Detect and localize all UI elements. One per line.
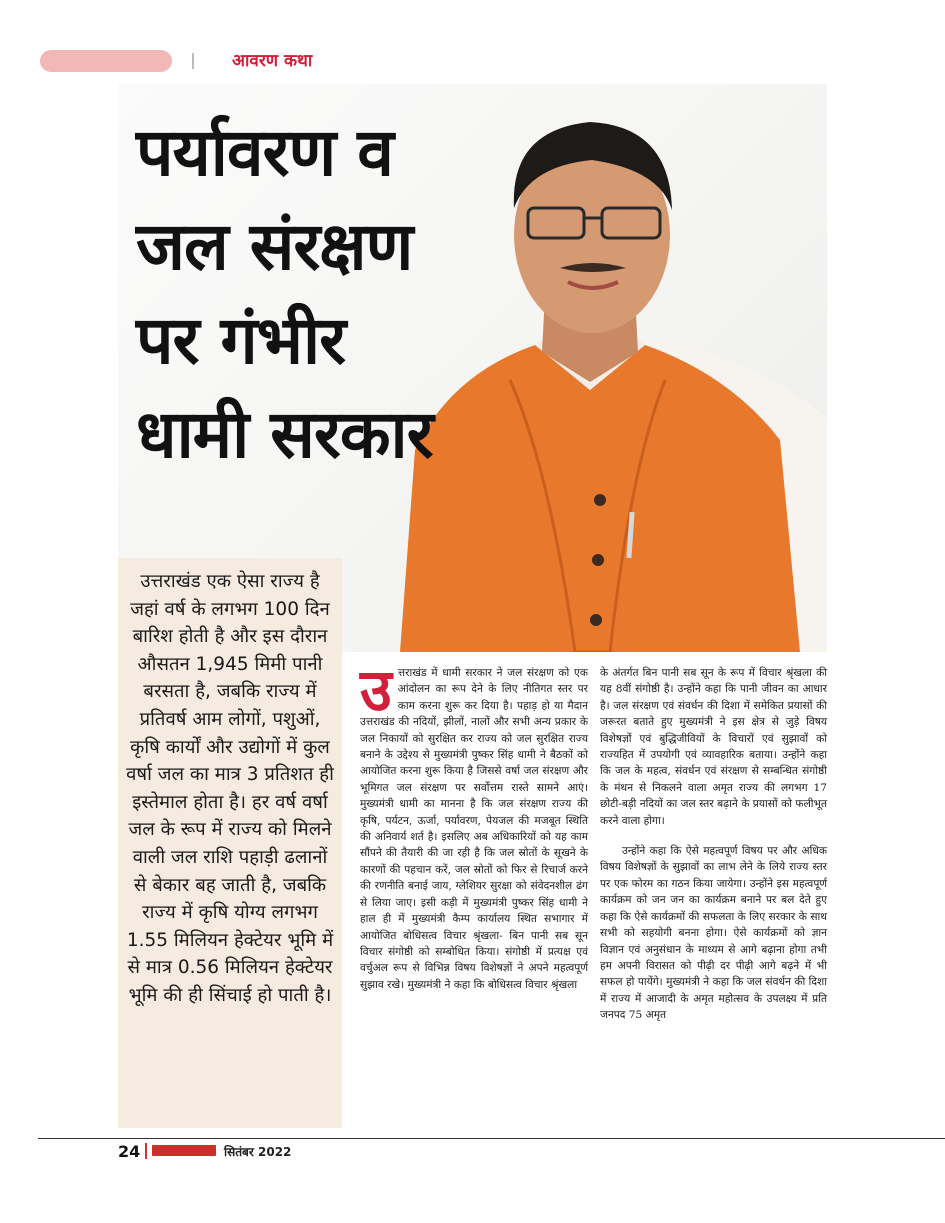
article-column-2 [600, 665, 827, 1024]
header-divider [192, 53, 194, 69]
article-paragraph: उन्होंने कहा कि ऐसे महत्वपूर्ण विषय पर और अधिक विषय विशेषज्ञों के सुझावों का लाभ लेने के लिये राज्य स्तर पर एक फोरम का गठन किया जायेगा। उन्होंने इस महत्वपूर्ण कार्यक्रम को जन जन का कार्यक्रम बनाने पर बल देते हुए कहा कि ऐसे कार्यक्रमों की सफलता के लिए सरकार के साथ सभी को सहयोगी बनना होगा। ऐसे कार्यक्रमों को ज्ञान विज्ञान एवं अनुसंधान के माध्यम से आगे बढ़ाना होगा तभी हम अपनी विरासत को पीढ़ी दर पीढ़ी आगे बढ़ने में भी सफल हो पायेंगे। मुख्यमंत्री ने कहा कि जल संवर्धन की दिशा में राज्य में आजादी के अमृत महोत्सव के उपलक्ष्य में प्रति जनपद 75 अमृत [600, 845, 827, 1022]
footer-rule [38, 1138, 945, 1139]
article-paragraph: त्तराखंड में धामी सरकार ने जल संरक्षण को एक आंदोलन का रूप देने के लिए नीतिगत स्तर पर काम करना शुरू कर दिया है। पहाड़ हो या मैदान उत्तराखंड की नदियों, झीलों, नालों और सभी अन्य प्रकार के जल निकायों को सुरक्षित कर राज्य को जल सुरक्षित राज्य बनाने के उद्देश्य से मुख्यमंत्री पुष्कर सिंह धामी ने बैठकों को आयोजित करना शुरू किया है जिससे वर्षा जल संरक्षण और भूमिगत जल संरक्षण पर सर्वोत्तम रास्ते सामने आएं। मुख्यमंत्री धामी का मानना है कि जल संरक्षण राज्य की कृषि, पर्यटन, ऊर्जा, पर्यावरण, पेयजल की मजबूत स्थिति की अनिवार्य शर्त है। इसलिए अब अधिकारियों को यह काम सौंपने की तैयारी की जा रही है कि जल स्रोतों के सूखने के कारणों की पहचान करें, जल स्रोतों को फिर से रिचार्ज करने की रणनीति बनाई जाय, ग्लेशियर सुरक्षा को संवेदनशील ढंग से लिया जाए। इसी कड़ी में मुख्यमंत्री पुष्कर सिंह धामी ने हाल ही में मुख्यमंत्री कैम्प कार्यालय स्थित सभागार में आयोजित बोधिसत्व विचार श्रृंखला- बिन पानी सब सून विचार संगोष्ठी को सम्बोधित किया। संगोष्ठी में प्रत्यक्ष एवं वर्चुअल रूप से विभिन्न विषय विशेषज्ञों ने अपने महत्वपूर्ण सुझाव रखे। मुख्यमंत्री ने कहा कि बोधिसत्व विचार श्रृंखला [360, 667, 588, 991]
section-label: आवरण कथा [232, 51, 313, 71]
header-decoration-pill [40, 50, 172, 72]
footer-divider [145, 1143, 147, 1159]
pull-quote-box [118, 558, 342, 1128]
article-paragraph: के अंतर्गत बिन पानी सब सून के रूप में विचार श्रृंखला की यह 8वीं संगोष्ठी है। उन्होंने कहा कि पानी जीवन का आधार है। जल संरक्षण एवं संवर्धन की दिशा में समेकित प्रयासों की जरूरत बताते हुए मुख्यमंत्री ने इस क्षेत्र से जुड़े विषय विशेषज्ञों एवं बुद्धिजीवियों के विचारों एवं सुझावों को राज्यहित में उपयोगी एवं व्यावहारिक बताया। उन्होंने कहा कि जल के महत्व, संवर्धन एवं संरक्षण से सम्बन्धित संगोष्ठी के मंथन से निकलने वाला अमृत राज्य की लगभग 17 छोटी-बड़ी नदियों का जल स्तर बढ़ाने के प्रयासों को फलीभूत करने वाला होगा। [600, 667, 827, 827]
magazine-logo [152, 1145, 216, 1156]
headline-line: पर गंभीर [136, 302, 346, 379]
drop-cap: उ [360, 656, 392, 724]
headline-line: पर्यावरण व [136, 114, 393, 191]
article-column-1 [360, 656, 588, 993]
headline-line: जल संरक्षण [136, 208, 413, 285]
page-number: 24 [118, 1142, 141, 1161]
headline [136, 106, 476, 482]
issue-date: सितंबर 2022 [224, 1145, 292, 1159]
pull-quote-text: उत्तराखंड एक ऐसा राज्य है जहां वर्ष के लगभग 100 दिन बारिश होती है और इस दौरान औसतन 1,945 मिमी पानी बरसता है, जबकि राज्य में प्रतिवर्ष आम लोगों, पशुओं, कृषि कार्यों और उद्योगों में कुल वर्षा जल का मात्र 3 प्रतिशत ही इस्तेमाल होता है। हर वर्ष वर्षा जल के रूप में राज्य को मिलने वाली जल राशि पहाड़ी ढलानों से बेकार बह जाती है, जबकि राज्य में कृषि योग्य लगभग 1.55 मिलियन हेक्टेयर भूमि में से मात्र 0.56 मिलियन हेक्टेयर भूमि की ही सिंचाई हो पाती है। [126, 571, 334, 1006]
headline-line: धामी सरकार [136, 396, 433, 473]
